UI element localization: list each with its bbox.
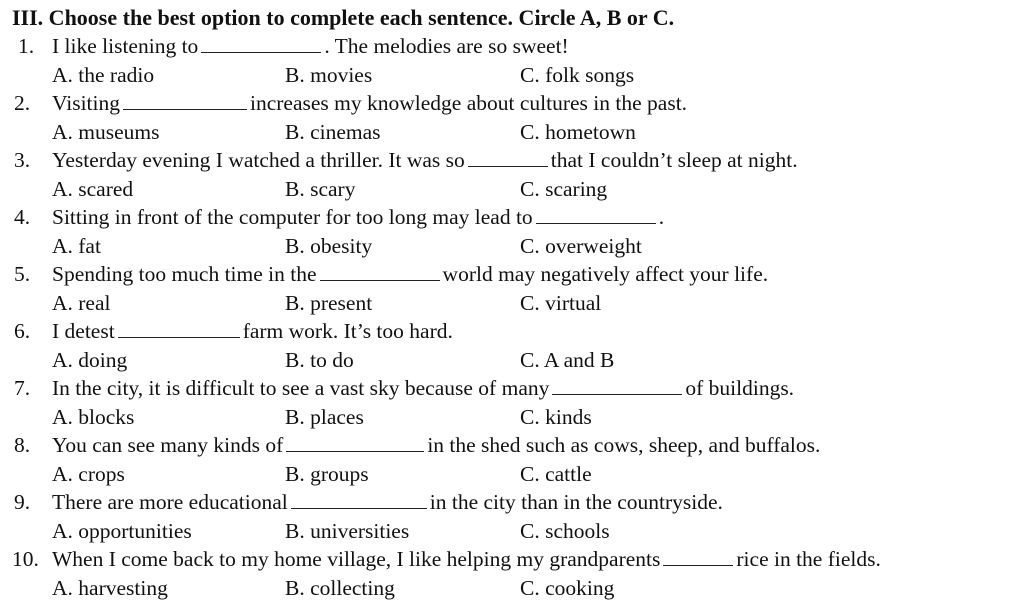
question-stem (52, 431, 820, 460)
option-a[interactable]: A. crops (52, 461, 125, 486)
stem-before-blank: I like listening to (52, 34, 199, 58)
option-a[interactable]: A. harvesting (52, 575, 168, 600)
stem-before-blank: When I come back to my home village, I like helping my grandparents (52, 547, 661, 571)
question-stem (52, 203, 664, 232)
answer-blank[interactable] (123, 89, 247, 110)
answer-blank[interactable] (286, 431, 424, 452)
question-number: 8. (14, 433, 31, 457)
option-b[interactable]: B. collecting (285, 575, 395, 600)
stem-after-blank: . (658, 205, 665, 229)
stem-after-blank: that I couldn’t sleep at night. (550, 148, 798, 172)
option-a[interactable]: A. the radio (52, 62, 155, 87)
option-c[interactable]: C. overweight (520, 233, 642, 258)
option-a[interactable]: A. doing (52, 347, 128, 372)
option-b[interactable]: B. cinemas (285, 119, 381, 144)
answer-blank[interactable] (320, 260, 440, 281)
question-number: 7. (14, 376, 31, 400)
answer-blank[interactable] (118, 317, 240, 338)
stem-before-blank: Yesterday evening I watched a thriller. It was so (52, 148, 465, 172)
stem-after-blank: increases my knowledge about cultures in the past. (250, 91, 688, 115)
option-c[interactable]: C. folk songs (520, 62, 635, 87)
option-c[interactable]: C. hometown (520, 119, 636, 144)
option-b[interactable]: B. groups (285, 461, 369, 486)
answer-blank[interactable] (552, 374, 682, 395)
stem-before-blank: In the city, it is difficult to see a vast sky because of many (52, 376, 550, 400)
option-a[interactable]: A. fat (52, 233, 101, 258)
stem-after-blank: farm work. It’s too hard. (242, 319, 453, 343)
option-b[interactable]: B. scary (285, 176, 356, 201)
question-stem (52, 32, 569, 61)
question-number: 10. (12, 547, 39, 571)
stem-before-blank: I detest (52, 319, 115, 343)
stem-before-blank: Spending too much time in the (52, 262, 317, 286)
option-c[interactable]: C. cattle (520, 461, 592, 486)
question-stem (52, 146, 798, 175)
question-number: 3. (14, 148, 31, 172)
option-b[interactable]: B. places (285, 404, 364, 429)
question-number: 4. (14, 205, 31, 229)
option-a[interactable]: A. real (52, 290, 111, 315)
question-stem (52, 488, 723, 517)
question-number: 1. (18, 34, 35, 58)
option-c[interactable]: C. virtual (520, 290, 602, 315)
question-number: 5. (14, 262, 31, 286)
stem-after-blank: in the city than in the countryside. (429, 490, 723, 514)
stem-before-blank: Visiting (52, 91, 120, 115)
answer-blank[interactable] (663, 545, 733, 566)
question-stem (52, 374, 794, 403)
stem-after-blank: . The melodies are so sweet! (324, 34, 569, 58)
question-stem (52, 89, 687, 118)
option-b[interactable]: B. obesity (285, 233, 373, 258)
stem-before-blank: There are more educational (52, 490, 288, 514)
option-c[interactable]: C. kinds (520, 404, 592, 429)
answer-blank[interactable] (468, 146, 548, 167)
option-b[interactable]: B. universities (285, 518, 410, 543)
option-a[interactable]: A. scared (52, 176, 134, 201)
stem-after-blank: in the shed such as cows, sheep, and buffalos. (427, 433, 821, 457)
question-number: 9. (14, 490, 31, 514)
option-a[interactable]: A. blocks (52, 404, 135, 429)
option-b[interactable]: B. to do (285, 347, 354, 372)
option-b[interactable]: B. present (285, 290, 373, 315)
stem-after-blank: rice in the fields. (736, 547, 881, 571)
stem-after-blank: world may negatively affect your life. (442, 262, 769, 286)
option-b[interactable]: B. movies (285, 62, 373, 87)
question-stem (52, 545, 881, 574)
option-c[interactable]: C. A and B (520, 347, 615, 372)
question-stem (52, 317, 453, 346)
question-stem (52, 260, 768, 289)
stem-before-blank: Sitting in front of the computer for too long may lead to (52, 205, 533, 229)
option-c[interactable]: C. schools (520, 518, 610, 543)
option-c[interactable]: C. scaring (520, 176, 608, 201)
option-a[interactable]: A. opportunities (52, 518, 192, 543)
answer-blank[interactable] (536, 203, 656, 224)
question-number: 2. (14, 91, 31, 115)
answer-blank[interactable] (291, 488, 427, 509)
option-c[interactable]: C. cooking (520, 575, 615, 600)
exercise-heading: III. Choose the best option to complete each sentence. Circle A, B or C. (12, 5, 675, 30)
answer-blank[interactable] (201, 32, 321, 53)
stem-before-blank: You can see many kinds of (52, 433, 284, 457)
stem-after-blank: of buildings. (685, 376, 795, 400)
question-number: 6. (14, 319, 31, 343)
option-a[interactable]: A. museums (52, 119, 160, 144)
